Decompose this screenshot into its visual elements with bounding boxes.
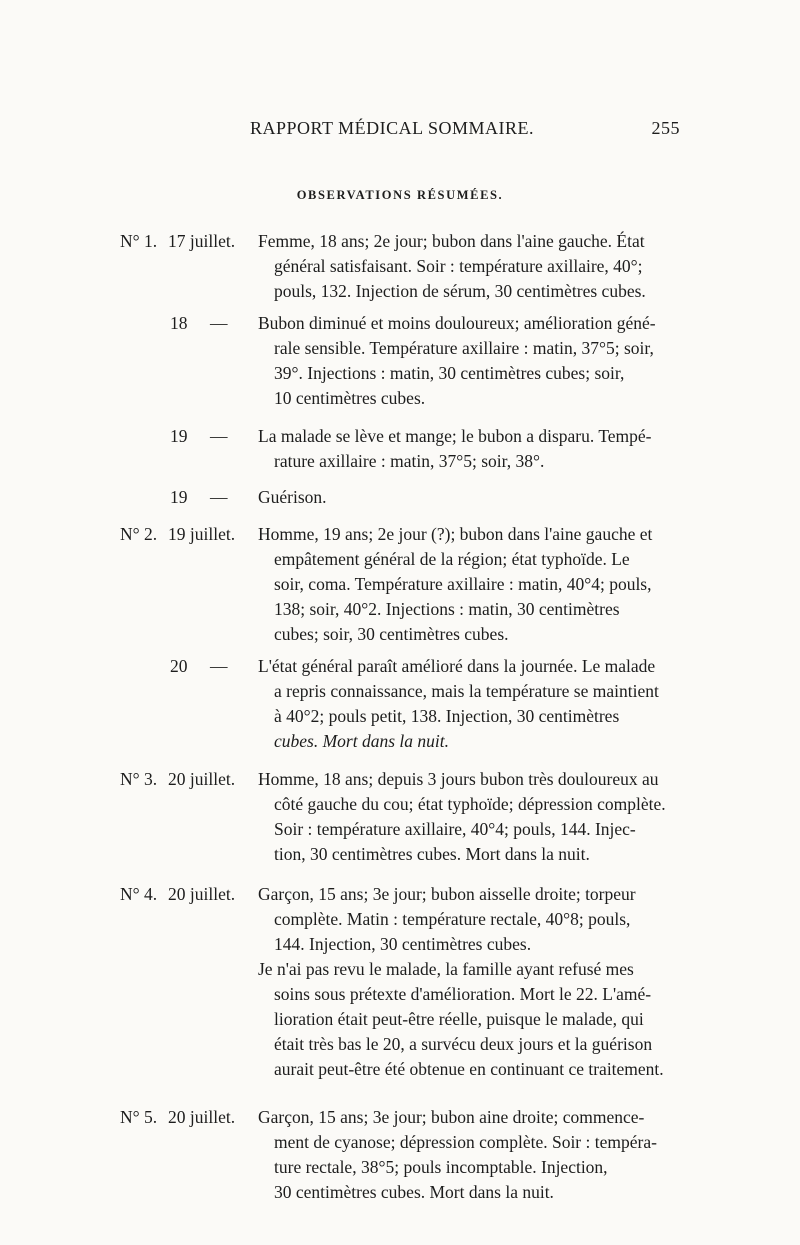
- running-title: RAPPORT MÉDICAL SOMMAIRE.: [250, 118, 534, 138]
- entry-line: tion, 30 centimètres cubes. Mort dans la nuit.: [274, 844, 590, 864]
- entry-line: empâtement général de la région; état typhoïde. Le: [274, 549, 630, 569]
- entry-line: L'état général paraît amélioré dans la journée. Le malade: [258, 656, 656, 676]
- entry-line: général satisfaisant. Soir : température axillaire, 40°;: [274, 256, 643, 276]
- entry-line: ment de cyanose; dépression complète. Soir : tempéra-: [274, 1132, 657, 1152]
- entry-line: Soir : température axillaire, 40°4; pouls, 144. Injec-: [274, 819, 636, 839]
- entry-line: cubes; soir, 30 centimètres cubes.: [274, 624, 509, 644]
- entry-line: 30 centimètres cubes. Mort dans la nuit.: [274, 1182, 554, 1202]
- entry-date: 20 juillet.: [168, 884, 236, 904]
- section-title: OBSERVATIONS RÉSUMÉES.: [296, 188, 504, 202]
- entry-line: complète. Matin : température rectale, 40°8; pouls,: [274, 909, 631, 929]
- entry-date: 17 juillet.: [168, 231, 236, 251]
- entry-line: Homme, 19 ans; 2e jour (?); bubon dans l'aine gauche et: [258, 524, 653, 544]
- entry-line: 138; soir, 40°2. Injections : matin, 30 centimètres: [274, 599, 620, 619]
- entry-date: 20 juillet.: [168, 769, 236, 789]
- entry-number: N° 1.: [120, 231, 158, 251]
- entry-line: 144. Injection, 30 centimètres cubes.: [274, 934, 532, 954]
- entry-number: N° 2.: [120, 524, 158, 544]
- entry-line: 10 centimètres cubes.: [274, 388, 426, 408]
- entry-line: La malade se lève et mange; le bubon a disparu. Tempé-: [258, 426, 652, 446]
- entry-line: a repris connaissance, mais la température se maintient: [274, 681, 659, 701]
- entry-line: pouls, 132. Injection de sérum, 30 centimètres cubes.: [274, 281, 646, 301]
- entry-day: 18: [170, 313, 188, 333]
- entry-day: 19: [170, 426, 188, 446]
- entry-dash: —: [210, 487, 228, 507]
- entry-line: lioration était peut-être réelle, puisque le malade, qui: [274, 1009, 644, 1029]
- entry-line: côté gauche du cou; état typhoïde; dépression complète.: [274, 794, 666, 814]
- entry-line: Guérison.: [258, 487, 327, 507]
- entry-line: rature axillaire : matin, 37°5; soir, 38°.: [274, 451, 545, 471]
- entry-number: N° 5.: [120, 1107, 158, 1127]
- entry-line: 39°. Injections : matin, 30 centimètres cubes; soir,: [274, 363, 625, 383]
- entry-dash: —: [210, 426, 228, 446]
- entry-line: soins sous prétexte d'amélioration. Mort le 22. L'amé-: [274, 984, 652, 1004]
- entry-line: était très bas le 20, a survécu deux jours et la guérison: [274, 1034, 653, 1054]
- entry-line: ture rectale, 38°5; pouls incomptable. Injection,: [274, 1157, 608, 1177]
- entry-date: 19 juillet.: [168, 524, 236, 544]
- entry-dash: —: [210, 656, 228, 676]
- entry-date: 20 juillet.: [168, 1107, 236, 1127]
- entry-line: Je n'ai pas revu le malade, la famille ayant refusé mes: [258, 959, 634, 979]
- entry-line: Bubon diminué et moins douloureux; amélioration géné-: [258, 313, 656, 333]
- entry-line: à 40°2; pouls petit, 138. Injection, 30 centimètres: [274, 706, 620, 726]
- entry-line: soir, coma. Température axillaire : matin, 40°4; pouls,: [274, 574, 652, 594]
- entry-dash: —: [210, 313, 228, 333]
- entry-line: Garçon, 15 ans; 3e jour; bubon aisselle droite; torpeur: [258, 884, 636, 904]
- entry-line: Homme, 18 ans; depuis 3 jours bubon très douloureux au: [258, 769, 659, 789]
- entry-line: Garçon, 15 ans; 3e jour; bubon aine droite; commence-: [258, 1107, 645, 1127]
- entry-number: N° 3.: [120, 769, 158, 789]
- entry-number: N° 4.: [120, 884, 158, 904]
- entry-line: aurait peut-être été obtenue en continuant ce traitement.: [274, 1059, 664, 1079]
- entry-line: cubes. Mort dans la nuit.: [274, 731, 449, 751]
- entry-line: rale sensible. Température axillaire : matin, 37°5; soir,: [274, 338, 654, 358]
- page-number: 255: [651, 118, 680, 138]
- entry-day: 19: [170, 487, 188, 507]
- entry-line: Femme, 18 ans; 2e jour; bubon dans l'aine gauche. État: [258, 231, 645, 251]
- entry-day: 20: [170, 656, 188, 676]
